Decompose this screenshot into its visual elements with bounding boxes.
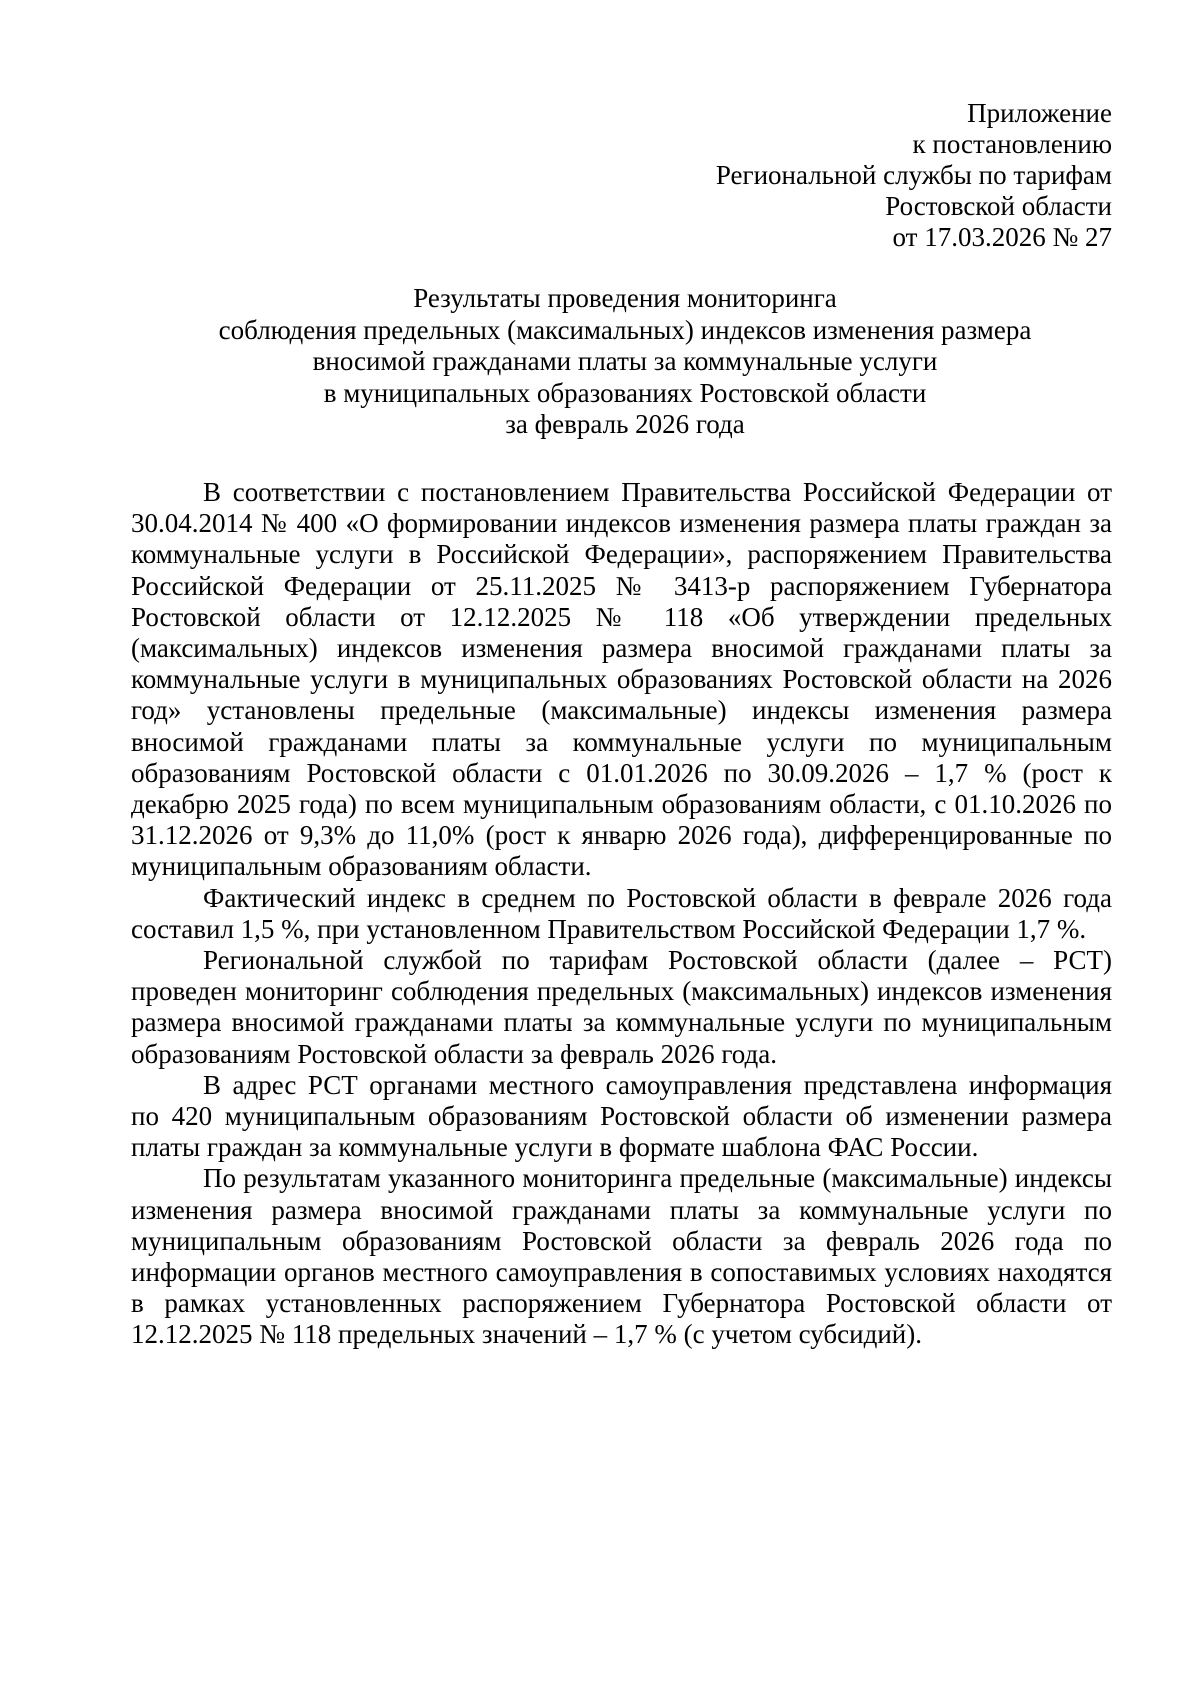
appendix-block: [716, 98, 1112, 253]
paragraph: В адрес РСТ органами местного самоуправления представлена информация по 420 муниципальным образованиям Ростовской области об изменении размера платы граждан за коммунальные услуги в формате шаблона ФАС России.: [131, 1069, 1112, 1163]
title-line: Результаты проведения мониторинга: [413, 283, 837, 313]
paragraph: В соответствии с постановлением Правительства Российской Федерации от 30.04.2014 № 400 «О формировании индексов изменения размера платы граждан за коммунальные услуги в Российской Федерации», распоряжением Правительства Российской Федерации от 25.11.2025 № 3413-р распоряжением Губернатора Ростовской области от 12.12.2025 № 118 «Об утверждении предельных (максимальных) индексов изменения размера вносимой гражданами платы за коммунальные услуги в муниципальных образованиях Ростовской области на 2026 год» установлены предельные (максимальные) индексы изменения размера вносимой гражданами платы за коммунальные услуги по муниципальным образованиям Ростовской области с 01.01.2026 по 30.09.2026 – 1,7 % (рост к декабрю 2025 года) по всем муниципальным образованиям области, с 01.10.2026 по 31.12.2026 от 9,3% до 11,0% (рост к январю 2026 года), дифференцированные по муниципальным образованиям области.: [131, 477, 1112, 882]
appendix-line: к постановлению: [912, 129, 1112, 159]
appendix-line: Приложение: [967, 98, 1112, 128]
title-line: вносимой гражданами платы за коммунальные услуги: [312, 346, 938, 376]
appendix-line: Региональной службы по тарифам: [715, 160, 1112, 190]
appendix-line: от 17.03.2026 № 27: [892, 222, 1112, 252]
paragraph: По результатам указанного мониторинга предельные (максимальные) индексы изменения размера вносимой гражданами платы за коммунальные услуги по муниципальным образованиям Ростовской области за февраль 2026 года по информации органов местного самоуправления в сопоставимых условиях находятся в рамках установленных распоряжением Губернатора Ростовской области от 12.12.2025 № 118 предельных значений – 1,7 % (с учетом субсидий).: [131, 1163, 1112, 1350]
title-line: соблюдения предельных (максимальных) индексов изменения размера: [218, 314, 1032, 345]
title-line: за февраль 2026 года: [505, 409, 745, 439]
title-line: в муниципальных образованиях Ростовской области: [323, 377, 927, 408]
document-title: [0, 283, 1200, 441]
paragraph: Фактический индекс в среднем по Ростовской области в феврале 2026 года составил 1,5 %, при установленном Правительством Российской Федерации 1,7 %.: [131, 882, 1112, 944]
paragraph: Региональной службой по тарифам Ростовской области (далее – РСТ) проведен мониторинг соблюдения предельных (максимальных) индексов изменения размера вносимой гражданами платы за коммунальные услуги по муниципальным образованиям Ростовской области за февраль 2026 года.: [131, 945, 1112, 1069]
document-body: [131, 477, 1112, 1351]
appendix-line: Ростовской области: [885, 191, 1112, 221]
